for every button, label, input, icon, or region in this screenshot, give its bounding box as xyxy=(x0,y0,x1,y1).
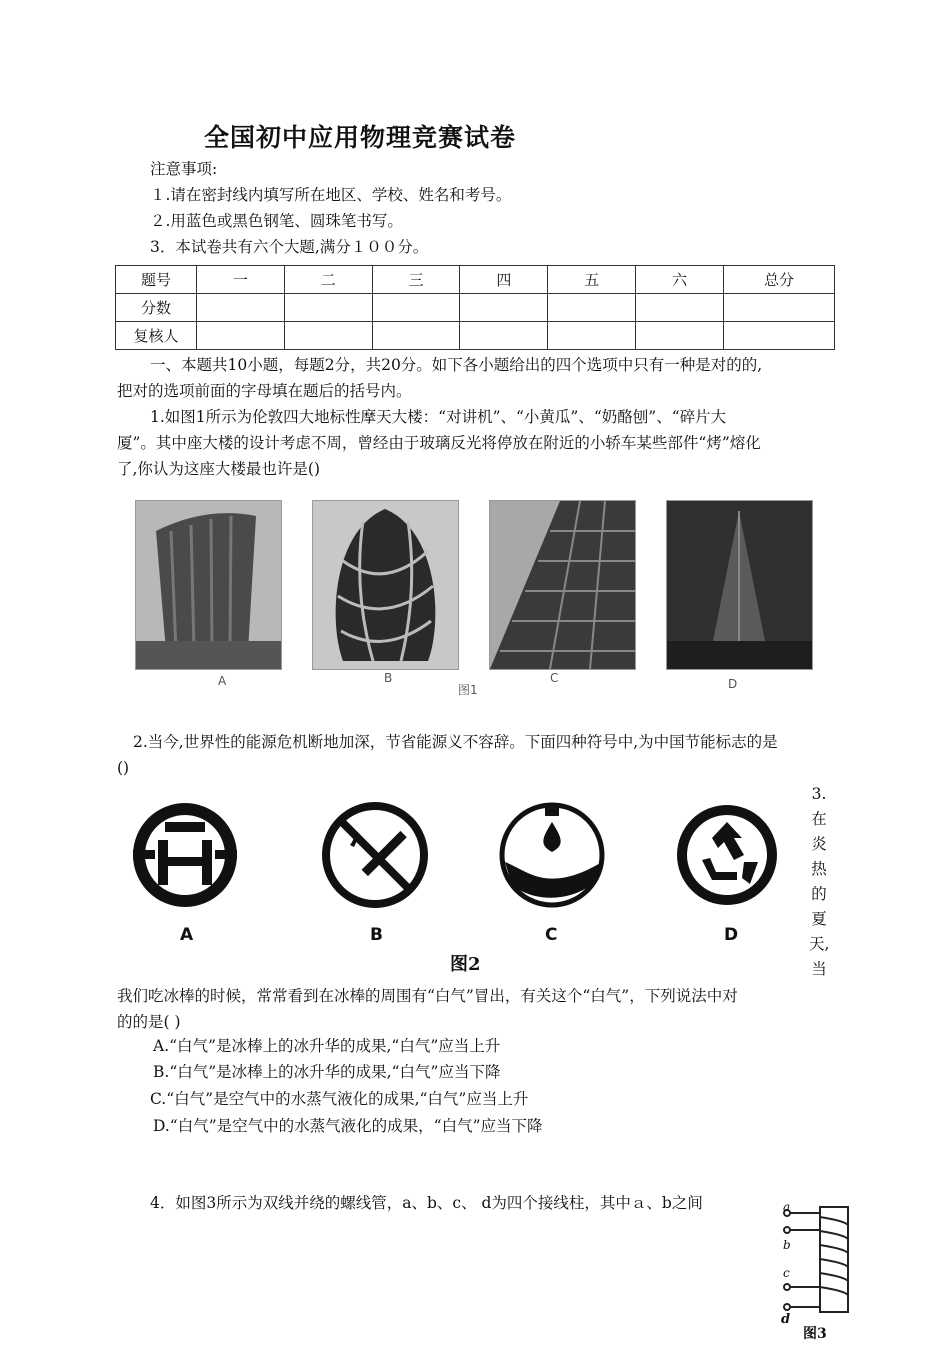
question-text: 我们吃冰棒的时候，常常看到在冰棒的周围有“白气”冒出，有关这个“白气”，下列说法中对 xyxy=(117,987,738,1005)
water-saving-icon xyxy=(497,800,607,910)
answer-option: C.“白气”是空气中的水蒸气液化的成果,“白气”应当上升 xyxy=(150,1090,529,1108)
building-photo-d xyxy=(666,500,813,670)
question-text: 4．如图3所示为双线并绕的螺线管，a、b、c、 d为四个接线柱，其中ａ、b之间 xyxy=(150,1194,703,1212)
table-row xyxy=(116,322,835,350)
recycle-icon xyxy=(672,800,782,910)
figure-caption: 图3 xyxy=(803,1326,827,1342)
figure-label: C xyxy=(550,671,559,685)
terminal-label: a xyxy=(783,1200,791,1214)
question-text: 的的是( ) xyxy=(117,1013,181,1031)
question-text-vertical: 3. 在 炎 热 的 夏 天, 当 xyxy=(809,785,830,978)
section-instructions: 把对的选项前面的字母填在题后的括号内。 xyxy=(117,382,412,400)
score-input[interactable] xyxy=(372,294,460,322)
table-row xyxy=(116,294,835,322)
question-text: 1.如图1所示为伦敦四大地标性摩天大楼：“对讲机”、“小黄瓜”、“奶酪刨”、“碎片大 xyxy=(150,408,727,426)
table-cell: 二 xyxy=(284,266,372,294)
table-cell: 分数 xyxy=(116,294,197,322)
section-instructions: 一、本题共10小题，每题2分，共20分。如下各小题给出的四个选项中只有一种是对的的, xyxy=(150,356,763,374)
answer-option: B.“白气”是冰棒上的冰升华的成果,“白气”应当下降 xyxy=(153,1063,501,1081)
score-table xyxy=(115,265,835,350)
figure-label: A xyxy=(218,674,227,688)
table-cell: 六 xyxy=(636,266,724,294)
table-cell: 题号 xyxy=(116,266,197,294)
page-title: 全国初中应用物理竞赛试卷 xyxy=(204,123,517,152)
score-input[interactable] xyxy=(284,294,372,322)
score-input[interactable] xyxy=(636,294,724,322)
score-input[interactable] xyxy=(284,322,372,350)
table-cell: 复核人 xyxy=(116,322,197,350)
answer-option: A.“白气”是冰棒上的冰升华的成果,“白气”应当上升 xyxy=(153,1037,501,1055)
symbol-label: D xyxy=(724,925,739,945)
terminal-label: c xyxy=(783,1266,790,1280)
note-item: ２.用蓝色或黑色钢笔、圆珠笔书写。 xyxy=(150,212,403,230)
building-photo-c xyxy=(489,500,636,670)
note-item: １.请在密封线内填写所在地区、学校、姓名和考号。 xyxy=(150,186,512,204)
notes-heading: 注意事项: xyxy=(150,160,218,178)
score-input[interactable] xyxy=(197,322,285,350)
table-cell: 五 xyxy=(548,266,636,294)
question-text: 了,你认为这座大楼最也许是() xyxy=(117,460,321,478)
score-input[interactable] xyxy=(372,322,460,350)
building-photo-a xyxy=(135,500,282,670)
score-input[interactable] xyxy=(460,294,548,322)
no-smoking-icon xyxy=(320,800,430,910)
symbol-label: B xyxy=(370,925,383,945)
table-row xyxy=(116,266,835,294)
question-text: () xyxy=(117,759,130,777)
figure-label: B xyxy=(384,671,393,685)
building-photo-b xyxy=(312,500,459,670)
terminal-label: d xyxy=(781,1312,791,1327)
answer-option: D.“白气”是空气中的水蒸气液化的成果，“白气”应当下降 xyxy=(153,1117,543,1135)
question-text: 2.当今,世界性的能源危机断地加深，节省能源义不容辞。下面四种符号中,为中国节能标志的是 xyxy=(133,733,778,751)
score-input[interactable] xyxy=(724,322,835,350)
figure-caption: 图2 xyxy=(450,954,481,975)
energy-saving-logo-icon xyxy=(130,800,240,910)
table-cell: 一 xyxy=(197,266,285,294)
score-input[interactable] xyxy=(636,322,724,350)
table-cell: 总分 xyxy=(724,266,835,294)
note-item: 3．本试卷共有六个大题,满分１００分。 xyxy=(150,238,429,256)
table-cell: 四 xyxy=(460,266,548,294)
table-cell: 三 xyxy=(372,266,460,294)
score-input[interactable] xyxy=(197,294,285,322)
symbol-label: A xyxy=(180,925,194,945)
figure-caption: 图1 xyxy=(458,683,478,697)
question-text: 厦”。其中座大楼的设计考虑不周，曾经由于玻璃反光将停放在附近的小轿车某些部件“烤”熔化 xyxy=(117,434,761,452)
score-input[interactable] xyxy=(724,294,835,322)
symbol-label: C xyxy=(545,925,558,945)
score-input[interactable] xyxy=(460,322,548,350)
terminal-label: b xyxy=(783,1238,791,1252)
score-input[interactable] xyxy=(548,294,636,322)
figure-label: D xyxy=(728,677,738,691)
score-input[interactable] xyxy=(548,322,636,350)
